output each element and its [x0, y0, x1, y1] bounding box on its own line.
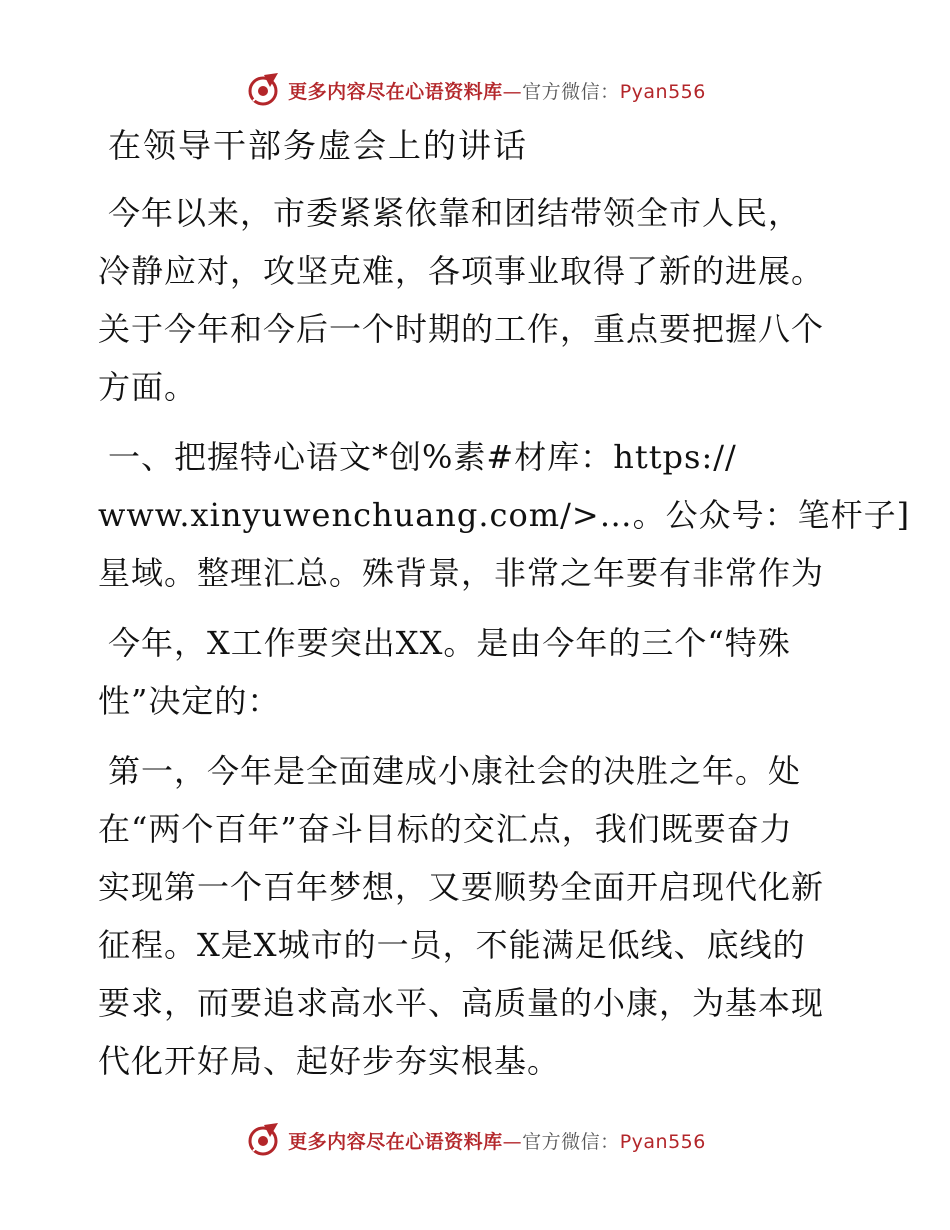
paragraph-line: 一、把握特心语文*创%素#材库：https://: [108, 438, 737, 476]
paragraph-line: 方面。: [98, 368, 198, 406]
banner-wechat-id: Pyan556: [619, 80, 706, 103]
banner-dash: —: [502, 80, 523, 103]
banner-main-text: 更多内容尽在心语资料库: [288, 80, 503, 103]
quill-seal-icon: [244, 71, 282, 109]
banner-official-label: 官方微信：: [522, 80, 620, 103]
paragraph-line: 要求，而要追求高水平、高质量的小康，为基本现: [98, 984, 825, 1022]
paragraph-line: 关于今年和今后一个时期的工作，重点要把握八个: [98, 310, 825, 348]
document-body: [98, 118, 911, 1102]
paragraph-line: 在“两个百年”奋斗目标的交汇点，我们既要奋力: [98, 810, 793, 848]
paragraph-line: 星域。整理汇总。殊背景，非常之年要有非常作为: [98, 554, 825, 592]
header-watermark-banner: [0, 68, 950, 112]
paragraph-line: 代化开好局、起好步夯实根基。: [98, 1042, 561, 1080]
quill-seal-icon: [244, 1121, 282, 1159]
banner-dash: —: [502, 1130, 523, 1153]
paragraph-section-one: [98, 428, 911, 602]
paragraph-line: 性”决定的：: [98, 682, 281, 720]
banner-official-label: 官方微信：: [522, 1130, 620, 1153]
paragraph-line: 第一，今年是全面建成小康社会的决胜之年。处: [108, 752, 802, 790]
paragraph-line: www.xinyuwenchuang.com/>…。公众号：笔杆子]: [98, 496, 911, 534]
paragraph-line: 今年以来，市委紧紧依靠和团结带领全市人民，: [108, 194, 802, 232]
footer-watermark-banner: [0, 1118, 950, 1162]
paragraph-line: 今年，X工作要突出XX。是由今年的三个“特殊: [108, 624, 791, 662]
banner-main-text: 更多内容尽在心语资料库: [288, 1130, 503, 1153]
paragraph-three-special: [98, 614, 858, 730]
paragraph-intro: [98, 184, 858, 416]
banner-text: [288, 77, 706, 104]
paragraph-first-point: [98, 742, 858, 1090]
paragraph-line: 冷静应对，攻坚克难，各项事业取得了新的进展。: [98, 252, 825, 290]
paragraph-line: 征程。X是X城市的一员，不能满足低线、底线的: [98, 926, 806, 964]
paragraph-line: 实现第一个百年梦想，又要顺势全面开启现代化新: [98, 868, 825, 906]
banner-text: [288, 1127, 706, 1154]
banner-wechat-id: Pyan556: [619, 1130, 706, 1153]
document-title: 在领导干部务虚会上的讲话: [108, 126, 528, 165]
